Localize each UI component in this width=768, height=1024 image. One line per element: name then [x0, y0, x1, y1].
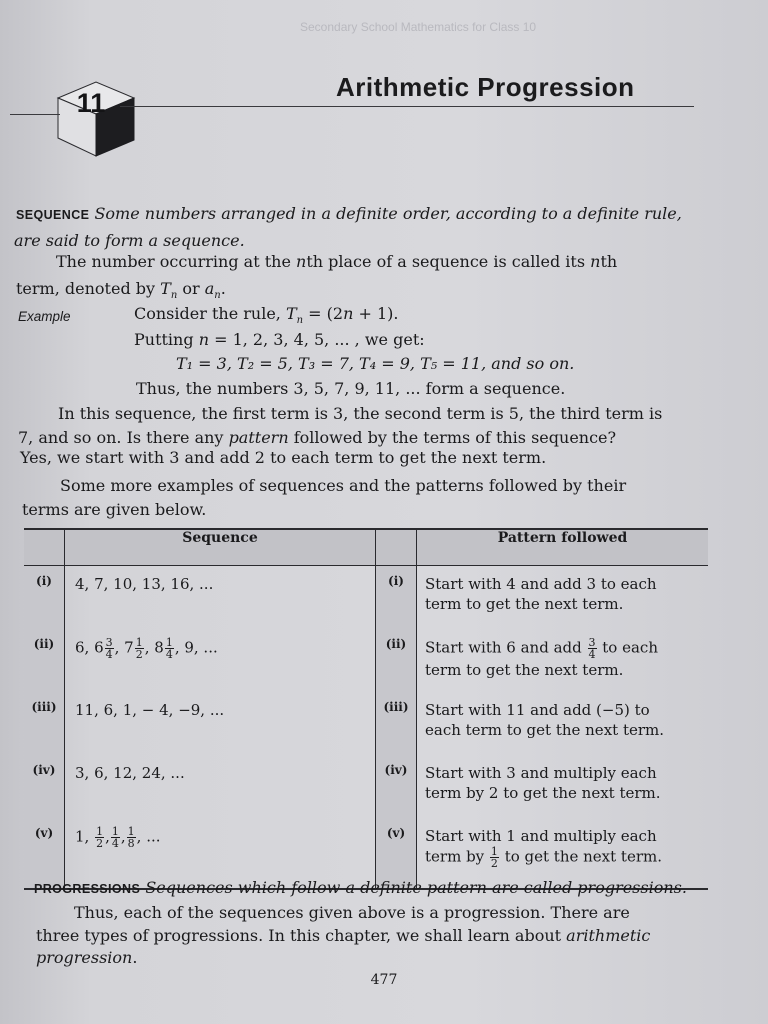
rule-T: T	[285, 304, 297, 323]
pattern-line2	[425, 846, 708, 869]
more-para-line1: Some more examples of sequences and the patterns followed by their	[60, 476, 627, 495]
sequence-definition-text2: are said to form a sequence.	[14, 231, 245, 250]
sequence-table	[24, 528, 708, 890]
putting-n: n	[198, 330, 209, 349]
fraction	[588, 637, 597, 660]
table-header-row	[24, 529, 708, 565]
row-num: (iii)	[24, 692, 65, 755]
fraction	[105, 637, 114, 660]
progressions-def-text: Sequences which follow a definite pattern are called progressions.	[145, 878, 687, 897]
nth-term-line2	[16, 279, 226, 306]
prog-l2-a: three types of progressions. In this chapter, we shall learn about	[36, 926, 567, 945]
table-row	[24, 629, 708, 692]
header-blank-2	[376, 529, 417, 565]
header-sequence: Sequence	[65, 529, 376, 565]
frac-den: 4	[111, 836, 119, 850]
row-sequence	[65, 755, 376, 818]
example-thus: Thus, the numbers 3, 5, 7, 9, 11, ... form a sequence.	[136, 379, 566, 398]
frac-den: 8	[127, 836, 135, 850]
nth2-sub2: n	[214, 290, 221, 302]
example-label: Example	[18, 309, 71, 324]
seq-a: 6, 6	[75, 638, 104, 656]
fraction	[111, 826, 120, 849]
chapter-title: Arithmetic Progression	[336, 72, 635, 102]
nth2-T: T	[160, 279, 171, 298]
pattern-line1: Start with 4 and add 3 to each	[425, 574, 657, 593]
pattern-line2: term to get the next term.	[425, 594, 624, 613]
p1-b: to each	[597, 638, 658, 656]
progressions-line3	[36, 948, 137, 968]
rule-c: + 1).	[353, 304, 399, 323]
example-terms: T₁ = 3, T₂ = 5, T₃ = 7, T₄ = 9, T₅ = 11, and so on.	[176, 354, 575, 373]
frac-num: 1	[165, 635, 173, 649]
seq-b: , 7	[114, 638, 134, 656]
frac-num: 1	[135, 635, 143, 649]
progressions-line1: Thus, each of the sequences given above is a progression. There are	[74, 903, 630, 922]
row-pnum: (iii)	[376, 692, 417, 755]
row-pnum: (v)	[376, 818, 417, 889]
pattern-line1: Start with 11 and add (−5) to	[425, 700, 650, 719]
seq-d: , ...	[136, 827, 161, 845]
more-para-line2: terms are given below.	[22, 500, 207, 519]
example-rule	[134, 304, 398, 331]
pattern-para-line1: In this sequence, the first term is 3, the second term is 5, the third term is	[58, 404, 663, 423]
row-num: (ii)	[24, 629, 65, 692]
frac-num: 1	[490, 844, 498, 858]
table-row	[24, 692, 708, 755]
rule-b: = (2	[303, 304, 344, 323]
row-pnum: (i)	[376, 565, 417, 629]
frac-den: 2	[490, 856, 498, 870]
bleed-through-header: Secondary School Mathematics for Class 10	[300, 20, 537, 34]
nth2-end: .	[220, 279, 226, 298]
sequence-definition-line2	[14, 231, 245, 251]
nth-text-c: th	[600, 252, 618, 271]
progressions-definition	[34, 878, 687, 899]
row-pnum: (iv)	[376, 755, 417, 818]
row-pattern	[417, 565, 709, 629]
putting-b: = 1, 2, 3, 4, 5, ... , we get:	[209, 330, 425, 349]
p2-b: to get the next term.	[499, 847, 662, 865]
nth2-or: or	[177, 279, 205, 298]
p2-a: term by	[425, 847, 489, 865]
prog-l3-i: progression	[36, 948, 133, 967]
row-sequence	[65, 629, 376, 692]
seq-c: , 8	[144, 638, 164, 656]
pattern-line1: Start with 1 and multiply each	[425, 826, 657, 845]
prog-l2-i: arithmetic	[566, 926, 651, 945]
row-sequence	[65, 565, 376, 629]
page-number: 477	[370, 972, 398, 988]
fraction	[135, 637, 144, 660]
fraction	[165, 637, 174, 660]
row-num: (iv)	[24, 755, 65, 818]
pattern-para-line2	[18, 428, 616, 448]
row-pattern	[417, 755, 709, 818]
row-sequence: 1, $\frac{1}{2}$ , $\frac{1}{4}$ , $\frac{1}{8}$ , ...	[65, 818, 376, 889]
putting-a: Putting	[134, 330, 199, 349]
pattern-para-line3: Yes, we start with 3 and add 2 to each term to get the next term.	[20, 448, 547, 467]
pattern-line1: Start with 3 and multiply each	[425, 763, 657, 782]
header-pattern: Pattern followed	[497, 530, 628, 546]
pattern-line2: term by 2 to get the next term.	[425, 783, 661, 802]
title-rule	[120, 106, 694, 107]
fraction	[490, 846, 499, 869]
pattern-line2: each term to get the next term.	[425, 720, 665, 739]
frac-den: 2	[135, 647, 143, 661]
sequence-label: SEQUENCE	[16, 208, 90, 222]
row-pattern	[417, 629, 709, 692]
sequence-definition-line1	[16, 204, 682, 225]
row-pnum: (ii)	[376, 629, 417, 692]
seq-text: 3, 6, 12, 24, ...	[75, 763, 185, 782]
p1-a: Start with 6 and add	[425, 638, 587, 656]
rule-a: Consider the rule,	[134, 304, 286, 323]
seq-a: 1,	[75, 827, 95, 845]
pattern-l2-b: followed by the terms of this sequence?	[288, 428, 617, 447]
frac-den: 4	[588, 647, 596, 661]
rule-sub: n	[296, 315, 304, 327]
frac-num: 1	[127, 824, 135, 838]
nth-text-b: th place of a sequence is called its	[306, 252, 591, 271]
nth-n2: n	[590, 252, 601, 271]
nth-term-line1	[56, 252, 617, 272]
example-label-row	[18, 306, 71, 327]
seq-d: , 9, ...	[174, 638, 218, 656]
table-row	[24, 755, 708, 818]
row-num: (v)	[24, 818, 65, 889]
fraction	[127, 826, 136, 849]
pattern-l2-a: 7, and so on. Is there any	[18, 428, 229, 447]
sequence-definition-text: Some numbers arranged in a definite order, according to a definite rule,	[94, 204, 682, 223]
nth2-a: a	[204, 279, 215, 298]
frac-num: 1	[96, 824, 104, 838]
table-row	[24, 565, 708, 629]
progressions-line2	[36, 926, 650, 946]
fraction	[95, 826, 104, 849]
nth-n: n	[296, 252, 307, 271]
pattern-l2-i: pattern	[228, 428, 289, 447]
pattern-line1	[425, 637, 708, 660]
frac-num: 1	[111, 824, 119, 838]
frac-den: 4	[165, 647, 173, 661]
frac-num: 3	[105, 635, 113, 649]
nth-text-a: The number occurring at the	[56, 252, 297, 271]
header-blank-1	[24, 529, 65, 565]
chapter-number: 11	[76, 88, 106, 118]
title-rule-left	[10, 114, 60, 115]
seq-text: 4, 7, 10, 13, 16, ...	[75, 574, 214, 593]
progressions-label: PROGRESSIONS	[34, 882, 141, 896]
pattern-line2: term to get the next term.	[425, 660, 624, 679]
prog-l3-end: .	[132, 948, 138, 967]
seq-text: 11, 6, 1, − 4, −9, ...	[75, 700, 225, 719]
frac-num: 3	[588, 635, 596, 649]
frac-den: 4	[105, 647, 113, 661]
frac-den: 2	[96, 836, 104, 850]
rule-n: n	[343, 304, 354, 323]
nth2-text-a: term, denoted by	[16, 279, 161, 298]
row-num: (i)	[24, 565, 65, 629]
row-pattern	[417, 692, 709, 755]
row-sequence	[65, 692, 376, 755]
nth2-sub: n	[170, 290, 178, 302]
example-putting	[134, 330, 425, 350]
